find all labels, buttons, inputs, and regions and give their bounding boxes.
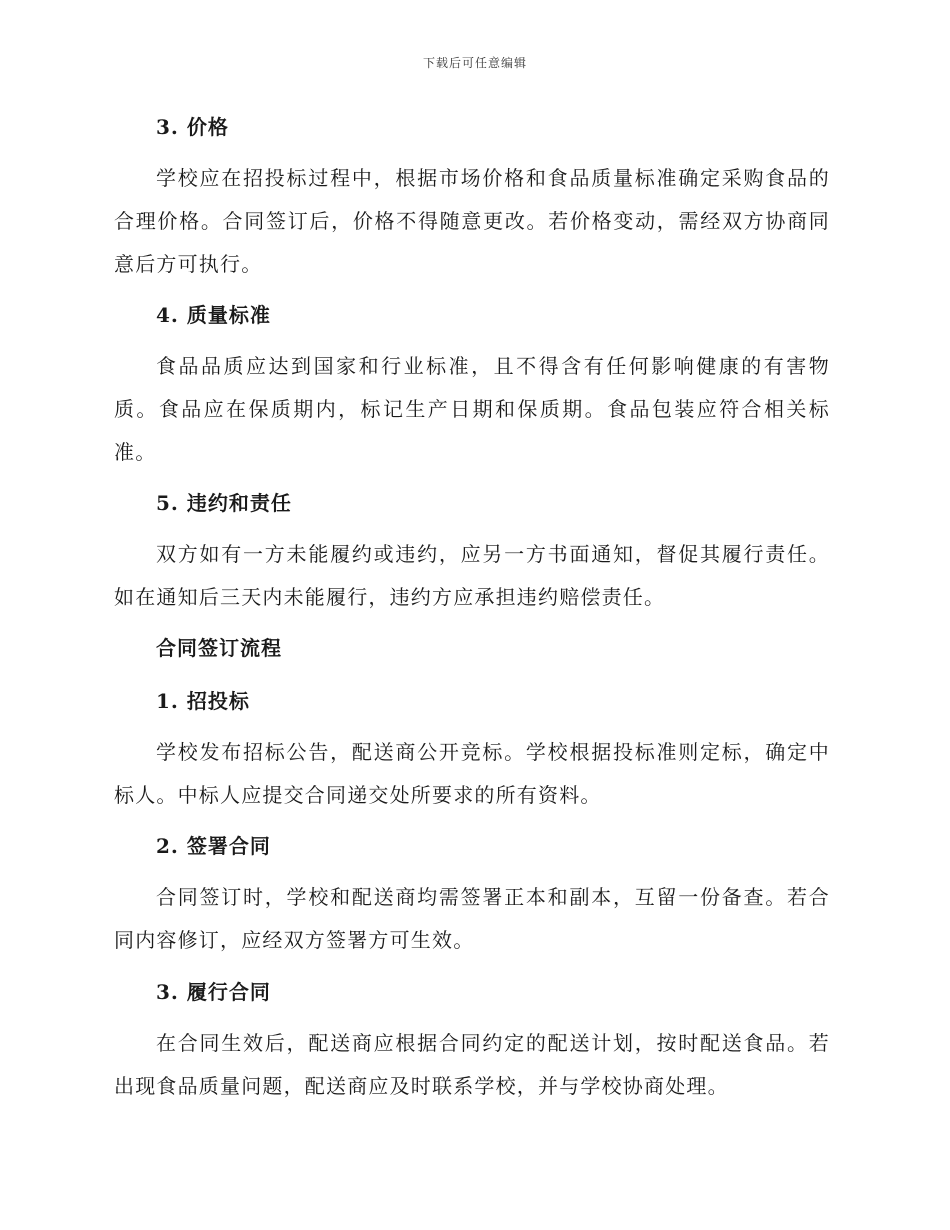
heading-quality-standard: 4. 质量标准 xyxy=(156,303,271,327)
heading-sign-contract: 2. 签署合同 xyxy=(156,834,271,858)
paragraph-bidding: 学校发布招标公告，配送商公开竞标。学校根据投标准则定标，确定中标人。中标人应提交合同递交处所要求的所有资料。 xyxy=(114,740,830,807)
paragraph-price: 学校应在招投标过程中，根据市场价格和食品质量标准确定采购食品的合理价格。合同签订后，价格不得随意更改。若价格变动，需经双方协商同意后方可执行。 xyxy=(114,166,830,276)
heading-signing-process: 合同签订流程 xyxy=(156,636,282,660)
paragraph-perform-contract: 在合同生效后，配送商应根据合同约定的配送计划，按时配送食品。若出现食品质量问题，配送商应及时联系学校，并与学校协商处理。 xyxy=(114,1031,830,1098)
paragraph-quality-standard: 食品品质应达到国家和行业标准，且不得含有任何影响健康的有害物质。食品应在保质期内，标记生产日期和保质期。食品包装应符合相关标准。 xyxy=(114,354,830,464)
heading-bidding: 1. 招投标 xyxy=(156,689,250,713)
paragraph-breach-liability: 双方如有一方未能履约或违约，应另一方书面通知，督促其履行责任。如在通知后三天内未能履行，违约方应承担违约赔偿责任。 xyxy=(114,542,830,609)
heading-price: 3. 价格 xyxy=(156,115,229,139)
page-header-note: 下载后可任意编辑 xyxy=(422,56,527,70)
paragraph-sign-contract: 合同签订时，学校和配送商均需签署正本和副本，互留一份备查。若合同内容修订，应经双方签署方可生效。 xyxy=(114,885,830,952)
heading-breach-liability: 5. 违约和责任 xyxy=(156,491,292,515)
heading-perform-contract: 3. 履行合同 xyxy=(156,980,271,1004)
